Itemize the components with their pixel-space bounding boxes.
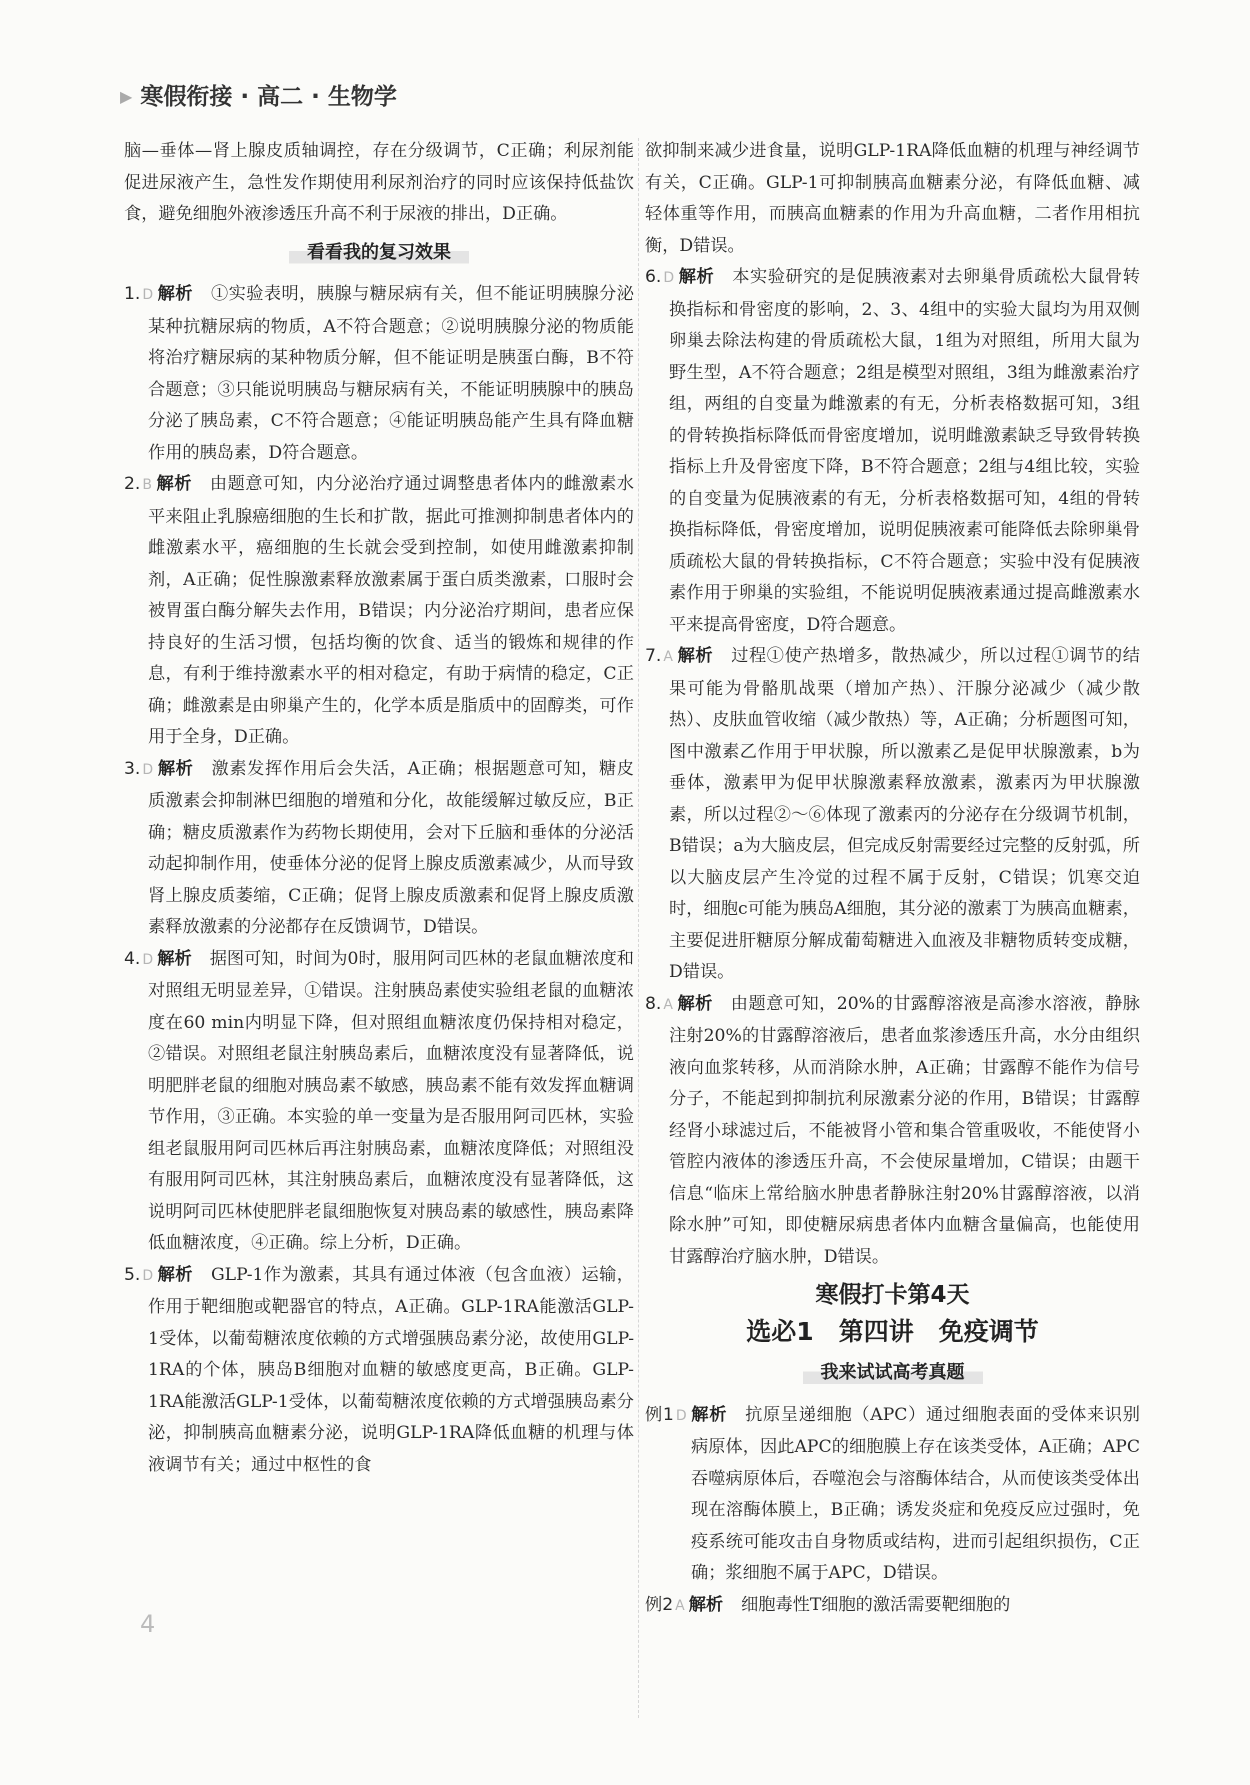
- item-number: 1.: [124, 284, 141, 304]
- answer-letter: B: [142, 477, 153, 493]
- analysis-text: 过程①使产热增多，散热减少，所以过程①调节的结果可能为骨骼肌战栗（增加产热）、汗腺分泌减少（减少散热）、皮肤血管收缩（减少散热）等，A正确；分析题图可知，图中激素乙作用于甲状腺，所以激素乙是促甲状腺激素，b为垂体，激素甲为促甲状腺激素释放激素，激素丙为甲状腺激素，所以过程②～⑥体现了激素丙的分泌存在分级调节机制，B错误；a为大脑皮层，但完成反射需要经过完整的反射弧，所以大脑皮层产生冷觉的过程不属于反射，C错误；饥寒交迫时，细胞c可能为胰岛A细胞，其分泌的激素丁为胰高血糖素，主要促进肝糖原分解成葡萄糖进入血液及非糖物质转变成糖，D错误。: [669, 646, 1140, 982]
- answer-item-4: [124, 944, 634, 1260]
- analysis-text: 本实验研究的是促胰液素对去卵巢骨质疏松大鼠骨转换指标和骨密度的影响，2、3、4组中的实验大鼠均为用双侧卵巢去除法构建的骨质疏松大鼠，1组为对照组，所用大鼠为野生型，A不符合题意；2组是模型对照组，3组为雌激素治疗组，两组的自变量为雌激素的有无，分析表格数据可知，3组的骨转换指标降低而骨密度增加，说明雌激素缺乏导致骨转换指标上升及骨密度下降，B不符合题意；2组与4组比较，实验的自变量为促胰液素的有无，分析表格数据可知，4组的骨转换指标降低，骨密度增加，说明促胰液素可能降低去除卵巢骨质疏松大鼠的骨转换指标，C不符合题意；实验中没有促胰液素作用于卵巢的实验组，不能说明促胰液素通过提高雌激素水平来提高骨密度，D符合题意。: [669, 267, 1140, 635]
- section-heading-review-text: 看看我的复习效果: [289, 237, 469, 269]
- item-number: 7.: [645, 646, 662, 666]
- left-intro-paragraph: 脑—垂体—肾上腺皮质轴调控，存在分级调节，C正确；利尿剂能促进尿液产生，急性发作期使用利尿剂治疗的同时应该保持低盐饮食，避免细胞外液渗透压升高不利于尿液的排出，D正确。: [124, 141, 634, 224]
- item-number: 3.: [124, 758, 141, 779]
- analysis-tag: 解析: [157, 284, 193, 304]
- answer-letter: D: [675, 1407, 687, 1424]
- answer-letter: D: [142, 287, 154, 303]
- item-number: 8.: [645, 993, 662, 1014]
- answer-letter: A: [663, 649, 673, 665]
- analysis-text: ①实验表明，胰腺与糖尿病有关，但不能证明胰腺分泌某种抗糖尿病的物质，A不符合题意；②说明胰腺分泌的物质能将治疗糖尿病的某种物质分解，但不能证明是胰蛋白酶，B不符合题意；③只能说明胰岛与糖尿病有关，不能证明胰腺中的胰岛分泌了胰岛素，C不符合题意；④能证明胰岛能产生具有降血糖作用的胰岛素，D符合题意。: [148, 284, 634, 463]
- column-divider: [638, 138, 639, 1718]
- example-number: 例1: [645, 1404, 674, 1425]
- item-number: 2.: [124, 474, 141, 494]
- analysis-tag: 解析: [157, 948, 192, 969]
- analysis-text: 细胞毒性T细胞的激活需要靶细胞的: [741, 1594, 1011, 1615]
- analysis-tag: 解析: [157, 1264, 193, 1285]
- header-arrow-icon: ▶: [120, 87, 133, 106]
- analysis-text: 由题意可知，20%的甘露醇溶液是高渗水溶液，静脉注射20%的甘露醇溶液后，患者血浆渗透压升高，水分由组织液向血浆转移，从而消除水肿，A正确；甘露醇不能作为信号分子，不能起到抑制抗利尿激素分泌的作用，B错误；甘露醇经肾小球滤过后，不能被肾小管和集合管重吸收，不能使肾小管腔内液体的渗透压升高，不会使尿量增加，C错误；由题干信息“临床上常给脑水肿患者静脉注射20%甘露醇溶液，以消除水肿”可知，即使糖尿病患者体内血糖含量偏高，也能使用甘露醇治疗脑水肿，D错误。: [669, 993, 1140, 1267]
- answer-item-6: [645, 262, 1140, 641]
- answer-letter: A: [675, 1597, 685, 1614]
- answer-letter: A: [663, 996, 673, 1013]
- analysis-text: 抗原呈递细胞（APC）通过细胞表面的受体来识别病原体，因此APC的细胞膜上存在该类受体，A正确；APC吞噬病原体后，吞噬泡会与溶酶体结合，从而使该类受体出现在溶酶体膜上，B正确；诱发炎症和免疫反应过强时，免疫系统可能攻击自身物质或结构，进而引起组织损伤，C正确；浆细胞不属于APC，D错误。: [691, 1404, 1140, 1583]
- answer-letter: D: [142, 951, 154, 968]
- example-1: [645, 1400, 1140, 1590]
- section-heading-exam-text: 我来试试高考真题: [803, 1357, 983, 1389]
- analysis-text: 据图可知，时间为0时，服用阿司匹林的老鼠血糖浓度和对照组无明显差异，①错误。注射胰岛素使实验组老鼠的血糖浓度在60 min内明显下降，但对照组血糖浓度仍保持相对稳定，②错误。对照组老鼠注射胰岛素后，血糖浓度没有显著降低，说明肥胖老鼠的细胞对胰岛素不敏感，胰岛素不能有效发挥血糖调节作用，③正确。本实验的单一变量为是否服用阿司匹林，实验组老鼠服用阿司匹林后再注射胰岛素，血糖浓度降低；对照组没有服用阿司匹林，其注射胰岛素后，血糖浓度没有显著降低，这说明阿司匹林使肥胖老鼠细胞恢复对胰岛素的敏感性，胰岛素降低血糖浓度，④正确。综上分析，D正确。: [148, 948, 634, 1253]
- answer-item-3: [124, 754, 634, 944]
- answer-letter: D: [663, 270, 675, 286]
- item-number: 5.: [124, 1264, 141, 1285]
- item-number: 4.: [124, 948, 141, 969]
- analysis-tag: 解析: [690, 1404, 728, 1425]
- right-intro-paragraph: 欲抑制来减少进食量，说明GLP-1RA降低血糖的机理与神经调节有关，C正确。GLP-1可抑制胰高血糖素分泌，有降低血糖、减轻体重等作用，而胰高血糖素的作用为升高血糖，二者作用相抗衡，D错误。: [645, 141, 1140, 256]
- analysis-tag: 解析: [157, 758, 194, 779]
- item-number: 6.: [645, 267, 662, 287]
- day-subtitle: 选必1 第四讲 免疫调节: [746, 1317, 1039, 1346]
- page-number: 4: [140, 1610, 156, 1638]
- left-column: [124, 136, 634, 1481]
- example-number: 例2: [645, 1594, 674, 1615]
- analysis-tag: 解析: [676, 993, 713, 1014]
- answer-item-8: [645, 989, 1140, 1274]
- answer-item-1: [124, 279, 634, 469]
- analysis-text: 由题意可知，内分泌治疗通过调整患者体内的雌激素水平来阻止乳腺癌细胞的生长和扩散，据此可推测抑制患者体内的雌激素水平，癌细胞的生长就会受到控制，如使用雌激素抑制剂，A正确；促性腺激素释放激素属于蛋白质类激素，口服时会被胃蛋白酶分解失去作用，B错误；内分泌治疗期间，患者应保持良好的生活习惯，包括均衡的饮食、适当的锻炼和规律的作息，有利于维持激素水平的相对稳定，有助于病情的稳定，C正确；雌激素是由卵巢产生的，化学本质是脂质中的固醇类，可作用于全身，D正确。: [148, 474, 634, 747]
- section-heading-review: [124, 237, 634, 270]
- analysis-text: GLP-1作为激素，其具有通过体液（包含血液）运输，作用于靶细胞或靶器官的特点，A正确。GLP-1RA能激活GLP-1受体，以葡萄糖浓度依赖的方式增强胰岛素分泌，故使用GLP-1RA的个体，胰岛B细胞对血糖的敏感度更高，B正确。GLP-1RA能激活GLP-1受体，以葡萄糖浓度依赖的方式增强胰岛素分泌，抑制胰高血糖素分泌，说明GLP-1RA降低血糖的机理与体液调节有关；通过中枢性的食: [148, 1264, 634, 1475]
- analysis-text: 激素发挥作用后会失活，A正确；根据题意可知，糖皮质激素会抑制淋巴细胞的增殖和分化，故能缓解过敏反应，B正确；糖皮质激素作为药物长期使用，会对下丘脑和垂体的分泌活动起抑制作用，使垂体分泌的促肾上腺皮质激素减少，从而导致肾上腺皮质萎缩，C正确；促肾上腺皮质激素和促肾上腺皮质激素释放激素的分泌都存在反馈调节，D错误。: [148, 758, 634, 937]
- answer-item-7: [645, 641, 1140, 989]
- analysis-tag: 解析: [678, 267, 715, 287]
- analysis-tag: 解析: [676, 646, 714, 666]
- answer-item-5: [124, 1260, 634, 1482]
- answer-letter: D: [142, 1267, 154, 1284]
- answer-item-2: [124, 469, 634, 754]
- page-header: [120, 78, 397, 111]
- day-title: 寒假打卡第4天: [815, 1282, 970, 1308]
- example-2: [645, 1590, 1140, 1623]
- section-heading-exam: [645, 1357, 1140, 1390]
- right-column: [645, 136, 1140, 1622]
- header-title: 寒假衔接 · 高二 · 生物学: [140, 84, 397, 110]
- answer-letter: D: [142, 761, 154, 778]
- analysis-tag: 解析: [156, 474, 192, 494]
- analysis-tag: 解析: [688, 1594, 724, 1615]
